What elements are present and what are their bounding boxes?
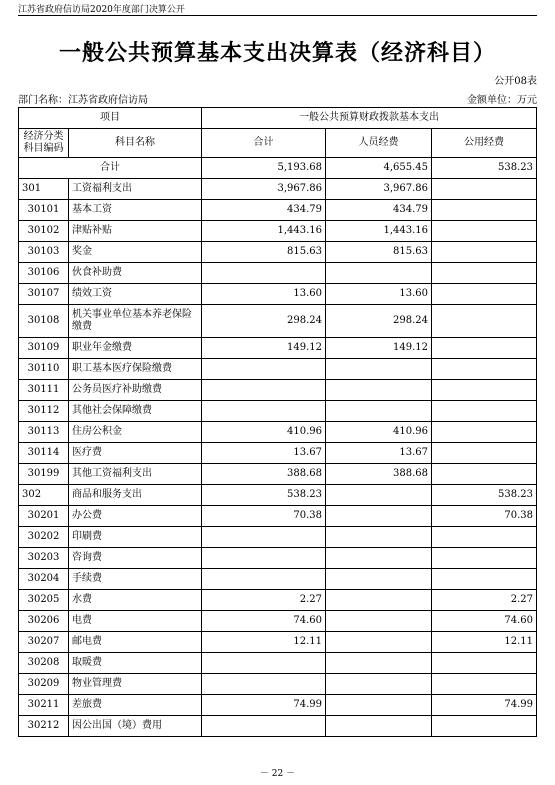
- department-name: 部门名称：江苏省政府信访局: [18, 95, 148, 106]
- row-code: 30114: [19, 443, 69, 464]
- row-personnel: [326, 674, 432, 695]
- row-code: 30208: [19, 653, 69, 674]
- header-total: 合计: [202, 129, 326, 158]
- row-personnel: [326, 506, 432, 527]
- row-code: 302: [19, 485, 69, 506]
- row-total: [202, 548, 326, 569]
- row-code: 30206: [19, 611, 69, 632]
- amount-unit: 金额单位：万元: [467, 95, 537, 106]
- row-code: 30203: [19, 548, 69, 569]
- row-name: 手续费: [69, 569, 202, 590]
- row-public: [432, 464, 537, 485]
- table-row: [19, 632, 537, 653]
- row-public: [432, 653, 537, 674]
- row-name: 物业管理费: [69, 674, 202, 695]
- table-row: [19, 422, 537, 443]
- row-code: 30112: [19, 401, 69, 422]
- row-name: 伙食补助费: [69, 263, 202, 284]
- table-row: [19, 221, 537, 242]
- row-name: 办公费: [69, 506, 202, 527]
- row-code: 30207: [19, 632, 69, 653]
- row-public: 74.60: [432, 611, 537, 632]
- row-total: 13.60: [202, 284, 326, 305]
- row-public: [432, 401, 537, 422]
- row-total: 388.68: [202, 464, 326, 485]
- row-public: 70.38: [432, 506, 537, 527]
- row-name: 其他社会保障缴费: [69, 401, 202, 422]
- row-name: 工资福利支出: [69, 179, 202, 200]
- row-personnel: 410.96: [326, 422, 432, 443]
- row-total: [202, 527, 326, 548]
- row-total: 3,967.86: [202, 179, 326, 200]
- table-row: [19, 284, 537, 305]
- table-row: [19, 695, 537, 716]
- row-total: [202, 401, 326, 422]
- row-public: [432, 221, 537, 242]
- row-personnel: 434.79: [326, 200, 432, 221]
- table-row: [19, 359, 537, 380]
- row-personnel: [326, 653, 432, 674]
- row-personnel: 298.24: [326, 305, 432, 338]
- table-row: [19, 506, 537, 527]
- row-code: 30106: [19, 263, 69, 284]
- row-total: 434.79: [202, 200, 326, 221]
- row-total: [202, 359, 326, 380]
- table-row: [19, 674, 537, 695]
- row-personnel: 13.67: [326, 443, 432, 464]
- row-code: 30212: [19, 716, 69, 737]
- row-total: 12.11: [202, 632, 326, 653]
- total-row: [19, 158, 537, 179]
- row-total: 2.27: [202, 590, 326, 611]
- row-code: 30101: [19, 200, 69, 221]
- row-code: 30108: [19, 305, 69, 338]
- row-total: [202, 263, 326, 284]
- row-name: 邮电费: [69, 632, 202, 653]
- row-public: 2.27: [432, 590, 537, 611]
- row-public: [432, 200, 537, 221]
- row-public: [432, 422, 537, 443]
- row-personnel: 13.60: [326, 284, 432, 305]
- total-total: 5,193.68: [202, 158, 326, 179]
- row-total: [202, 380, 326, 401]
- row-name: 住房公积金: [69, 422, 202, 443]
- row-total: 149.12: [202, 338, 326, 359]
- table-row: [19, 305, 537, 338]
- header-code: 经济分类科目编码: [19, 129, 69, 158]
- row-name: 咨询费: [69, 548, 202, 569]
- total-personnel: 4,655.45: [326, 158, 432, 179]
- row-personnel: [326, 569, 432, 590]
- table-row: [19, 401, 537, 422]
- row-personnel: 3,967.86: [326, 179, 432, 200]
- row-total: [202, 569, 326, 590]
- table-row: [19, 611, 537, 632]
- row-name: 取暖费: [69, 653, 202, 674]
- row-public: [432, 443, 537, 464]
- row-public: [432, 674, 537, 695]
- row-total: 410.96: [202, 422, 326, 443]
- row-total: 815.63: [202, 242, 326, 263]
- row-name: 水费: [69, 590, 202, 611]
- document-header: 江苏省政府信访局2020年度部门决算公开: [18, 5, 185, 15]
- table-row: [19, 716, 537, 737]
- page-number: － 22 －: [259, 769, 296, 779]
- row-total: 74.99: [202, 695, 326, 716]
- row-public: [432, 716, 537, 737]
- row-public: [432, 242, 537, 263]
- row-personnel: [326, 695, 432, 716]
- row-public: [432, 179, 537, 200]
- row-name: 差旅费: [69, 695, 202, 716]
- row-personnel: [326, 611, 432, 632]
- row-total: [202, 653, 326, 674]
- table-row: [19, 527, 537, 548]
- row-total: 13.67: [202, 443, 326, 464]
- row-name: 商品和服务支出: [69, 485, 202, 506]
- row-name: 职业年金缴费: [69, 338, 202, 359]
- row-total: 538.23: [202, 485, 326, 506]
- header-public: 公用经费: [432, 129, 537, 158]
- row-name: 因公出国（境）费用: [69, 716, 202, 737]
- table-row: [19, 179, 537, 200]
- row-total: [202, 674, 326, 695]
- header-row-2: [19, 129, 537, 158]
- row-code: 30102: [19, 221, 69, 242]
- row-name: 基本工资: [69, 200, 202, 221]
- row-personnel: 388.68: [326, 464, 432, 485]
- row-name: 公务员医疗补助缴费: [69, 380, 202, 401]
- row-public: [432, 548, 537, 569]
- expenditure-table: [18, 107, 537, 737]
- table-row: [19, 380, 537, 401]
- row-code: 30209: [19, 674, 69, 695]
- row-code: 30205: [19, 590, 69, 611]
- row-code: 30110: [19, 359, 69, 380]
- row-code: 30107: [19, 284, 69, 305]
- row-name: 医疗费: [69, 443, 202, 464]
- row-total: 298.24: [202, 305, 326, 338]
- row-total: [202, 716, 326, 737]
- row-code: 30113: [19, 422, 69, 443]
- row-name: 机关事业单位基本养老保险缴费: [69, 305, 202, 338]
- row-name: 其他工资福利支出: [69, 464, 202, 485]
- row-total: 70.38: [202, 506, 326, 527]
- header-project: 项目: [19, 108, 202, 129]
- row-code: 30211: [19, 695, 69, 716]
- header-rule: [18, 15, 537, 16]
- row-code: 30111: [19, 380, 69, 401]
- row-total: 1,443.16: [202, 221, 326, 242]
- table-row: [19, 569, 537, 590]
- row-public: [432, 527, 537, 548]
- table-row: [19, 338, 537, 359]
- header-personnel: 人员经费: [326, 129, 432, 158]
- row-public: [432, 305, 537, 338]
- row-personnel: [326, 632, 432, 653]
- total-public: 538.23: [432, 158, 537, 179]
- row-public: [432, 284, 537, 305]
- table-row: [19, 464, 537, 485]
- row-code: 30201: [19, 506, 69, 527]
- row-personnel: [326, 380, 432, 401]
- header-basic-expenditure: 一般公共预算财政拨款基本支出: [202, 108, 537, 129]
- form-number: 公开08表: [494, 76, 537, 87]
- row-personnel: [326, 359, 432, 380]
- row-personnel: [326, 263, 432, 284]
- row-personnel: [326, 485, 432, 506]
- row-public: [432, 338, 537, 359]
- row-code: 30109: [19, 338, 69, 359]
- table-row: [19, 653, 537, 674]
- table-row: [19, 443, 537, 464]
- row-public: [432, 359, 537, 380]
- table-row: [19, 485, 537, 506]
- row-name: 印刷费: [69, 527, 202, 548]
- row-personnel: [326, 590, 432, 611]
- row-public: [432, 380, 537, 401]
- row-personnel: 149.12: [326, 338, 432, 359]
- row-personnel: [326, 716, 432, 737]
- row-code: 30199: [19, 464, 69, 485]
- table-row: [19, 242, 537, 263]
- row-personnel: 1,443.16: [326, 221, 432, 242]
- row-name: 津贴补贴: [69, 221, 202, 242]
- row-public: 12.11: [432, 632, 537, 653]
- table-row: [19, 263, 537, 284]
- table-row: [19, 590, 537, 611]
- row-personnel: [326, 401, 432, 422]
- row-name: 职工基本医疗保险缴费: [69, 359, 202, 380]
- row-code: 30204: [19, 569, 69, 590]
- table-row: [19, 200, 537, 221]
- header-name: 科目名称: [69, 129, 202, 158]
- row-name: 奖金: [69, 242, 202, 263]
- row-personnel: 815.63: [326, 242, 432, 263]
- row-public: [432, 263, 537, 284]
- row-code: 30103: [19, 242, 69, 263]
- row-total: 74.60: [202, 611, 326, 632]
- row-name: 绩效工资: [69, 284, 202, 305]
- row-public: 74.99: [432, 695, 537, 716]
- row-personnel: [326, 527, 432, 548]
- row-code: 30202: [19, 527, 69, 548]
- table-row: [19, 548, 537, 569]
- total-label: 合计: [19, 158, 202, 179]
- header-row-1: [19, 108, 537, 129]
- row-name: 电费: [69, 611, 202, 632]
- row-public: [432, 569, 537, 590]
- page-title: 一般公共预算基本支出决算表（经济科目）: [58, 40, 496, 66]
- row-personnel: [326, 548, 432, 569]
- row-public: 538.23: [432, 485, 537, 506]
- row-code: 301: [19, 179, 69, 200]
